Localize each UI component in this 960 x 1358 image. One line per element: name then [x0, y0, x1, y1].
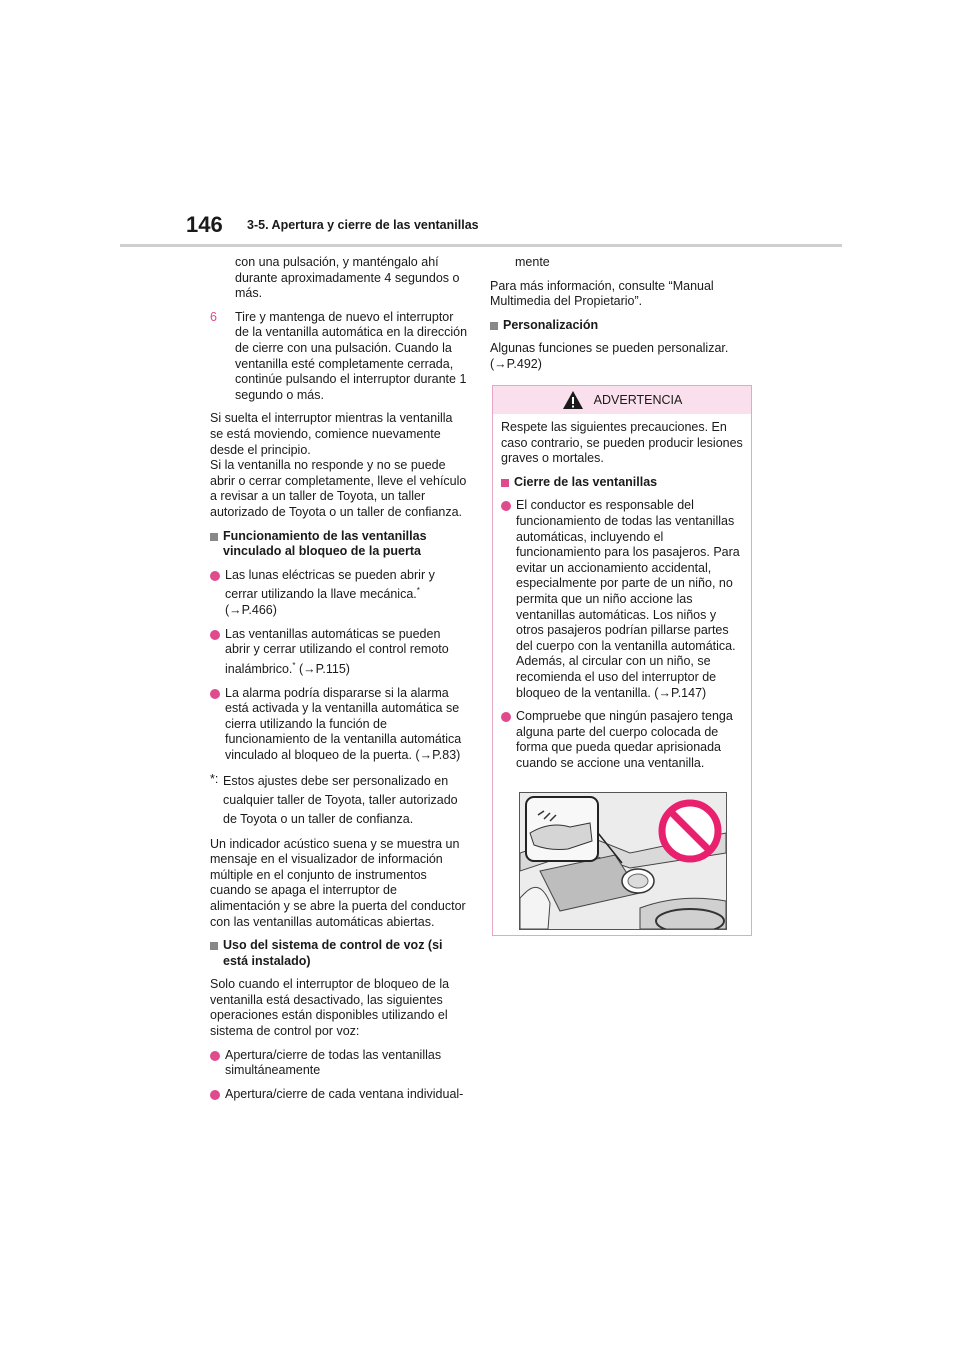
- subheading-text: Uso del sistema de control de voz (si está instalado): [223, 938, 443, 968]
- bullet-dot-icon: [210, 630, 220, 640]
- bullet-dot-icon: [210, 689, 220, 699]
- page-reference[interactable]: (→P.115): [299, 661, 350, 676]
- list-item: [210, 1087, 468, 1103]
- square-bullet-icon: [501, 479, 509, 487]
- left-column: [210, 255, 468, 1110]
- bullet-dot-icon: [210, 1051, 220, 1061]
- section-title: 3-5. Apertura y cierre de las ventanillas: [247, 218, 479, 232]
- list-item-text: La alarma podría dispararse si la alarma está activada y la ventanilla automática se cierra utilizando la función de funcionamiento de la ventanilla automática vinculado al bloqueo de la puerta. (→P.83): [225, 685, 462, 762]
- list-item: [210, 568, 468, 619]
- footnote-mark: *:: [210, 771, 219, 786]
- list-item-text: El conductor es responsable del funcionamiento de todas las ventanillas automáticas, incluyendo el funcionamiento para los pasajeros. Para evitar un accionamiento accidental, especialmente por parte de un niño, no permita que un niño accione las ventanillas automáticas. Los niños y otros pasajeros podrían pillarse partes del cuerpo con la ventanilla automática. Además, al circular con un niño, se recomienda el uso del interruptor de bloqueo de la ventanilla. (→P.147): [516, 498, 740, 700]
- page-number: 146: [186, 212, 223, 237]
- list-item: [210, 1048, 468, 1079]
- footnote-text: Estos ajustes debe ser personalizado en cualquier taller de Toyota, taller autorizado de Toyota o un taller de confianza.: [223, 773, 458, 826]
- intro-text: con una pulsación, y manténgalo ahí durante aproximadamente 4 segundos o más.: [235, 255, 460, 301]
- warning-title: ADVERTENCIA: [593, 393, 683, 407]
- list-item-text: Apertura/cierre de todas las ventanillas simultáneamente: [225, 1047, 442, 1078]
- list-item: [501, 498, 743, 701]
- bullet-dot-icon: [210, 571, 220, 581]
- subheading-text: Personalización: [503, 317, 599, 332]
- paragraph: Para más información, consulte “Manual Multimedia del Propietario”.: [490, 278, 714, 309]
- list-item-text: Las lunas eléctricas se pueden abrir y cerrar utilizando la llave mecánica.: [225, 567, 435, 602]
- list-item: [210, 686, 468, 764]
- step-6: [210, 310, 468, 404]
- subheading: [490, 318, 752, 334]
- warning-box: [492, 385, 752, 936]
- subheading-text: Funcionamiento de las ventanillas vinculado al bloqueo de la puerta: [223, 528, 427, 559]
- footnote-mark: *: [416, 586, 420, 596]
- list-item: [501, 709, 743, 771]
- footnote-mark: *: [292, 660, 296, 670]
- step-text: Tire y mantenga de nuevo el interruptor de la ventanilla automática en la dirección de cierre con una pulsación. Cuando la ventanilla esté completamente cerrada, continúe pulsando el interruptor durante 1 segundo o más.: [235, 309, 468, 402]
- bullet-dot-icon: [210, 1090, 220, 1100]
- square-bullet-icon: [210, 533, 218, 541]
- right-column: [490, 255, 752, 381]
- list-item-text: Apertura/cierre de cada ventana individual-: [225, 1086, 464, 1101]
- subheading: [210, 938, 468, 969]
- car-interior-illustration: [520, 793, 726, 929]
- bullet-dot-icon: [501, 712, 511, 722]
- warning-triangle-icon: [562, 390, 584, 410]
- paragraph: Un indicador acústico suena y se muestra un mensaje en el visualizador de información múltiple en el conjunto de instrumentos cuando se apaga el interruptor de alimentación y se abre la puerta del conductor con las ventanillas automáticas abiertas.: [210, 836, 466, 929]
- paragraph: Solo cuando el interruptor de bloqueo de la ventanilla está desactivado, las siguientes operaciones están disponibles utilizando el sistema de control por voz:: [210, 977, 450, 1039]
- header-rule: [120, 244, 842, 247]
- illustration-window-pinch: [519, 792, 727, 930]
- subheading-text: Cierre de las ventanillas: [514, 474, 658, 489]
- square-bullet-icon: [490, 322, 498, 330]
- paragraph: Si la ventanilla no responde y no se puede abrir o cerrar completamente, lleve el vehículo a revisar a un taller de Toyota, un taller autorizado de Toyota o un taller de confianza.: [210, 458, 467, 519]
- square-bullet-icon: [210, 942, 218, 950]
- step-number: 6: [210, 309, 217, 324]
- list-item-text: Compruebe que ningún pasajero tenga alguna parte del cuerpo colocada de forma que pueda quedar aprisionada cuando se accione una ventanilla.: [516, 709, 733, 770]
- paragraph: Si suelta el interruptor mientras la ventanilla se está moviendo, comience nuevamente desde el principio.: [210, 411, 453, 457]
- warning-intro: Respete las siguientes precauciones. En caso contrario, se pueden producir lesiones graves o mortales.: [501, 420, 743, 466]
- warning-header: [493, 386, 751, 414]
- list-item: [210, 627, 468, 678]
- footnote: [210, 772, 468, 829]
- list-item-text: Las ventanillas automáticas se pueden abrir y cerrar utilizando el control remoto inalámbrico.: [225, 626, 449, 676]
- page-reference[interactable]: (→P.466): [225, 603, 277, 618]
- warning-body: [493, 414, 751, 771]
- continuation-text: mente: [515, 255, 550, 269]
- subheading: [210, 529, 468, 560]
- subheading: [501, 475, 743, 491]
- bullet-dot-icon: [501, 501, 511, 511]
- paragraph: Algunas funciones se pueden personalizar. (→P.492): [490, 341, 729, 371]
